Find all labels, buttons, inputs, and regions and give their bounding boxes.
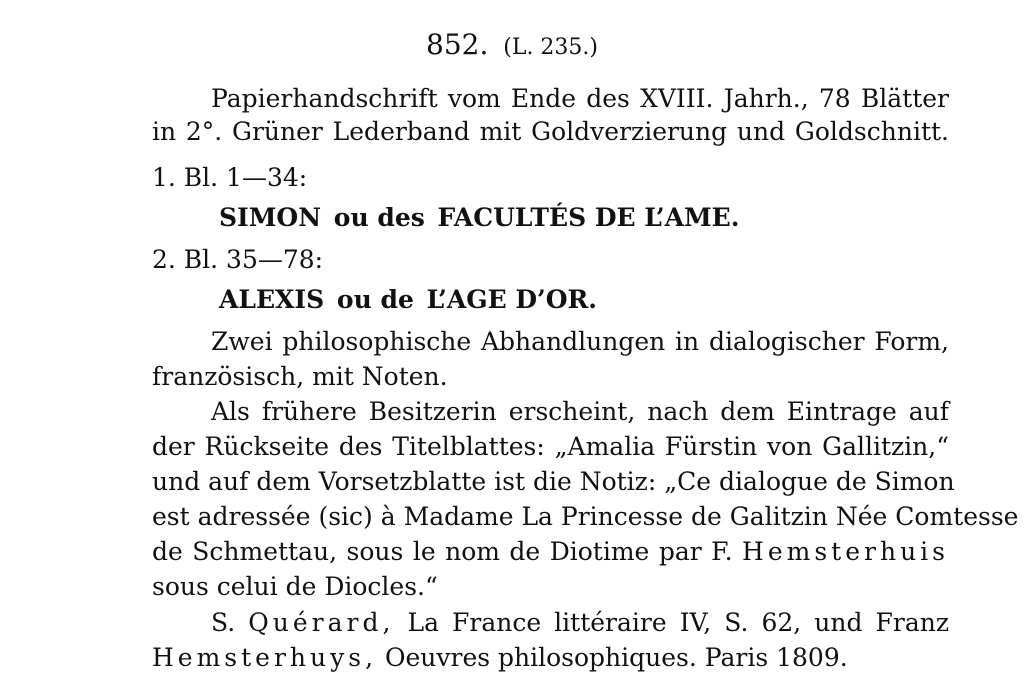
paragraph-3-line-2-text: Oeuvres philosophiques. Paris 1809. bbox=[384, 643, 848, 672]
paragraph-3-line-1 bbox=[211, 608, 949, 638]
paragraph-1-line-1: Zwei philosophische Abhandlungen in dialogischer Form, bbox=[211, 327, 949, 356]
item-2-title-part-c: L’AGE D’OR. bbox=[426, 285, 598, 314]
querard-name-spaced: Quérard, bbox=[248, 608, 395, 637]
paragraph-3-initial: S. bbox=[211, 608, 236, 637]
item-1-title bbox=[219, 203, 739, 233]
paragraph-2-line-2: der Rückseite des Titelblattes: „Amalia Fürstin von Gallitzin,“ bbox=[152, 432, 949, 461]
hemsterhuys-name-spaced: Hemsterhuys, bbox=[152, 643, 378, 672]
paragraph-2-line-6: sous celui de Diocles.“ bbox=[152, 572, 438, 601]
item-1-title-part-a: SIMON bbox=[219, 203, 322, 232]
item-1-title-part-c: FACULTÉS DE L’AME. bbox=[437, 203, 740, 232]
description-line-1: Papierhandschrift vom Ende des XVIII. Jahrh., 78 Blätter bbox=[211, 84, 949, 113]
paragraph-1-line-2: französisch, mit Noten. bbox=[152, 362, 448, 391]
paragraph-2-line-5 bbox=[152, 537, 949, 567]
entry-header bbox=[0, 30, 1024, 63]
paragraph-2-line-1: Als frühere Besitzerin erscheint, nach dem Eintrage auf bbox=[211, 397, 949, 426]
item-2-label: 2. Bl. 35—78: bbox=[152, 245, 324, 274]
item-2-title-part-b: ou de bbox=[336, 285, 414, 314]
entry-number: 852. bbox=[426, 28, 489, 61]
paragraph-2-line-3: und auf dem Vorsetzblatte ist die Notiz: „Ce dialogue de Simon bbox=[152, 467, 955, 496]
paragraph-3-line-1-text: La France littéraire IV, S. 62, und Franz bbox=[407, 608, 950, 637]
entry-reference: (L. 235.) bbox=[503, 35, 598, 60]
paragraph-2-line-5-text: de Schmettau, sous le nom de Diotime par F. bbox=[152, 537, 733, 566]
paragraph-2-line-4: est adressée (sic) à Madame La Princesse de Galitzin Née Comtesse bbox=[152, 502, 1019, 531]
item-1-label: 1. Bl. 1—34: bbox=[152, 163, 308, 192]
description-line-2: in 2°. Grüner Lederband mit Goldverzierung und Goldschnitt. bbox=[152, 117, 949, 146]
item-2-title-part-a: ALEXIS bbox=[219, 285, 325, 314]
paragraph-3-line-2 bbox=[152, 643, 848, 673]
item-1-title-part-b: ou des bbox=[333, 203, 425, 232]
item-2-title bbox=[219, 285, 597, 315]
author-name-spaced: Hemsterhuis bbox=[742, 537, 949, 566]
